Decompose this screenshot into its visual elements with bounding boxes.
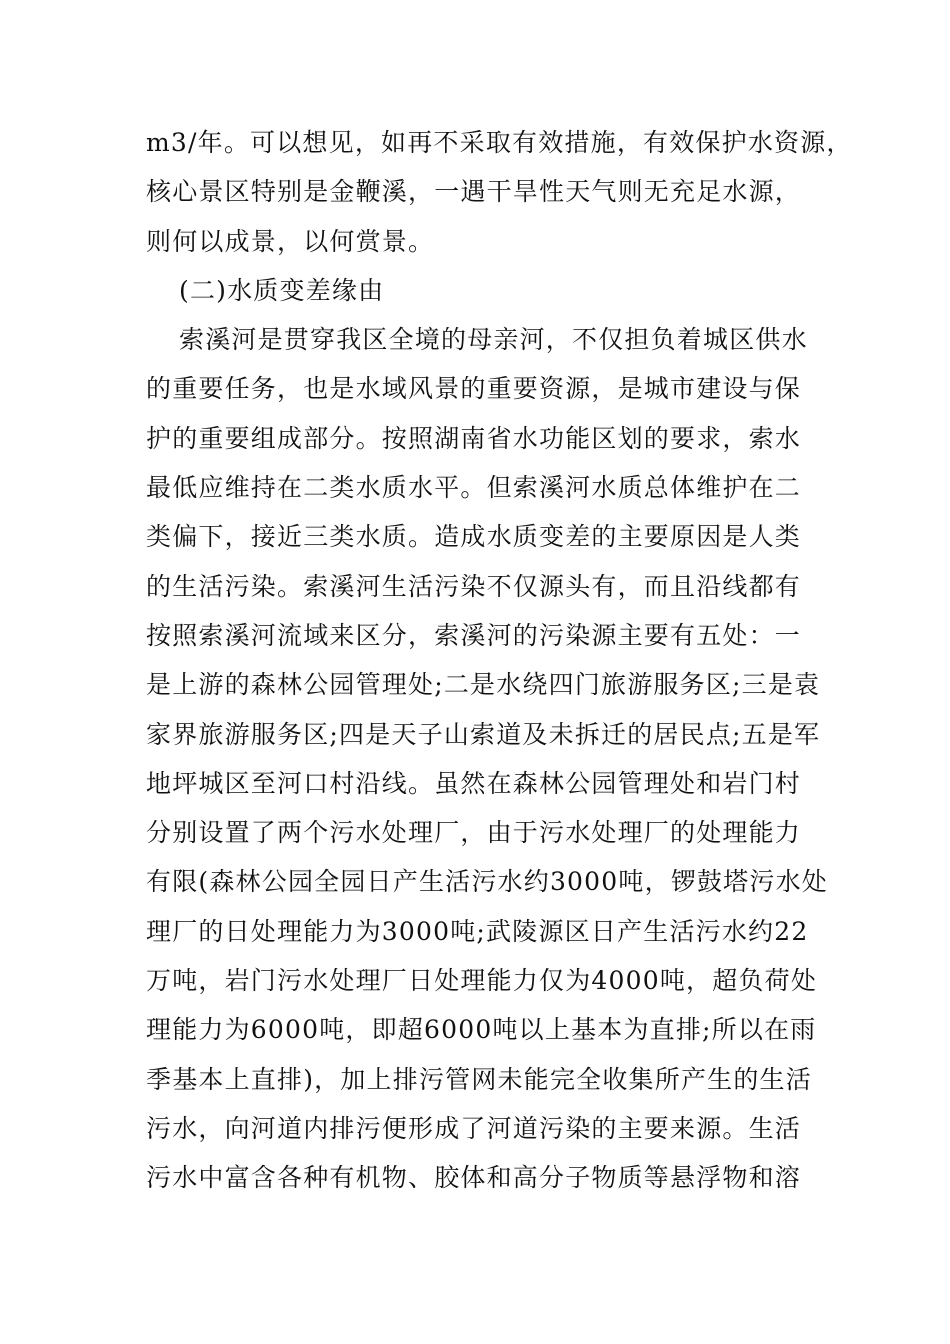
- text-line: m3/年。可以想见，如再不采取有效措施，有效保护水资源，: [146, 128, 853, 157]
- text-line: 的生活污染。索溪河生活污染不仅源头有，而且沿线都有: [146, 571, 802, 601]
- text-line: 是上游的森林公园管理处;二是水绕四门旅游服务区;三是袁: [146, 670, 821, 700]
- text-line: 家界旅游服务区;四是天子山索道及未拆迁的居民点;五是军: [146, 719, 821, 749]
- text-line: 理能力为6000吨，即超6000吨以上基本为直排;所以在雨: [146, 1015, 817, 1045]
- text-line: 季基本上直排)，加上排污管网未能完全收集所产生的生活: [146, 1064, 812, 1094]
- text-line: 护的重要组成部分。按照湖南省水功能区划的要求，索水: [146, 423, 802, 453]
- text-line: 则何以成景，以何赏景。: [146, 226, 435, 256]
- paragraph-first-line: 索溪河是贯穿我区全境的母亲河，不仅担负着城区供水: [179, 325, 808, 355]
- text-line: 类偏下，接近三类水质。造成水质变差的主要原因是人类: [146, 522, 802, 552]
- text-line: 污水中富含各种有机物、胶体和高分子物质等悬浮物和溶: [146, 1163, 802, 1193]
- text-line: 的重要任务，也是水域风景的重要资源，是城市建设与保: [146, 374, 802, 404]
- body-text: [146, 118, 853, 1203]
- section-heading: (二)水质变差缘由: [179, 275, 385, 305]
- text-line: 核心景区特别是金鞭溪，一遇干旱性天气则无充足水源，: [146, 177, 802, 207]
- text-line: 污水，向河道内排污便形成了河道污染的主要来源。生活: [146, 1113, 802, 1143]
- text-line: 按照索溪河流域来区分，索溪河的污染源主要有五处：一: [146, 620, 802, 650]
- text-line: 分别设置了两个污水处理厂，由于污水处理厂的处理能力: [146, 818, 802, 848]
- text-line: 万吨，岩门污水处理厂日处理能力仅为4000吨，超负荷处: [146, 966, 818, 996]
- text-line: 地坪城区至河口村沿线。虽然在森林公园管理处和岩门村: [146, 768, 802, 798]
- text-line: 理厂的日处理能力为3000吨;武陵源区日产生活污水约22: [146, 916, 809, 946]
- text-line: 有限(森林公园全园日产生活污水约3000吨，锣鼓塔污水处: [146, 867, 828, 897]
- text-line: 最低应维持在二类水质水平。但索溪河水质总体维护在二: [146, 473, 802, 503]
